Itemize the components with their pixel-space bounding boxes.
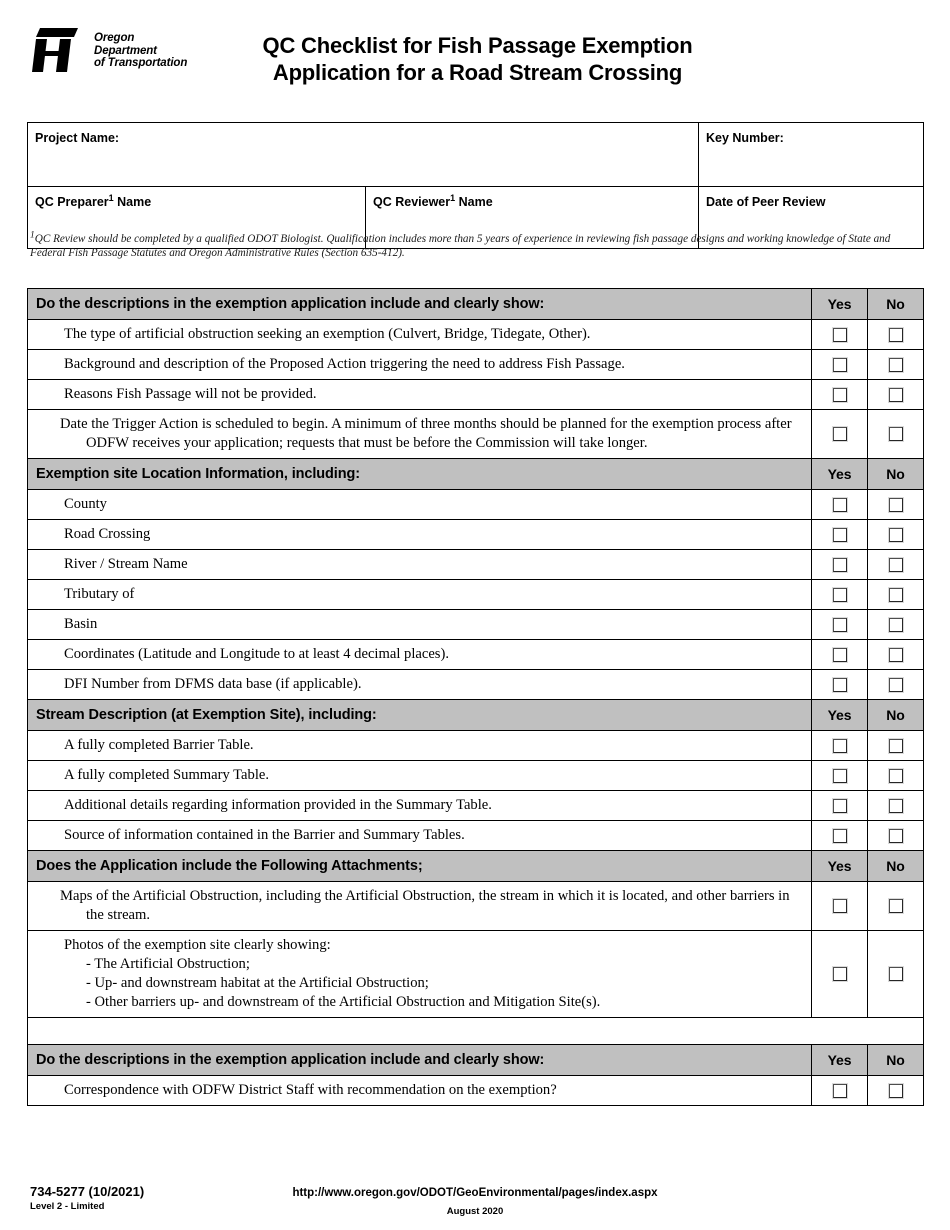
- no-cell: [868, 761, 924, 791]
- checkbox-no[interactable]: [889, 558, 903, 572]
- yes-cell: [812, 580, 868, 610]
- page-title-line-1: QC Checklist for Fish Passage Exemption: [262, 33, 693, 58]
- yes-cell: [812, 761, 868, 791]
- column-header-yes: Yes: [812, 851, 868, 882]
- project-name-label: Project Name:: [35, 131, 120, 145]
- checklist-row: [28, 931, 924, 1018]
- yes-cell: [812, 1076, 868, 1106]
- no-cell: [868, 670, 924, 700]
- checkbox-no[interactable]: [889, 358, 903, 372]
- yes-cell: [812, 490, 868, 520]
- yes-cell: [812, 380, 868, 410]
- checkbox-yes[interactable]: [833, 648, 847, 662]
- no-cell: [868, 520, 924, 550]
- project-name-field[interactable]: [28, 123, 699, 187]
- checkbox-yes[interactable]: [833, 328, 847, 342]
- footer-center-block: [210, 1186, 740, 1218]
- checkbox-yes[interactable]: [833, 427, 847, 441]
- footnote-text: QC Review should be completed by a qualified ODOT Biologist. Qualification includes more than 5 years of experience in reviewing fish passage designs and working knowledge of State and Federal Fish Passage Statutes and Oregon Administrative Rules (Section 635-412).: [30, 233, 891, 260]
- checkbox-no[interactable]: [889, 618, 903, 632]
- checklist-item-label: Road Crossing: [28, 520, 812, 550]
- checklist-item-label: Photos of the exemption site clearly showing: - The Artificial Obstruction; - Up- and downstream habitat at the Artificial Obstruction; - Other barriers up- and downstream of the Artificial Obstruction and Mitigation Site(s).: [28, 931, 812, 1018]
- column-header-yes: Yes: [812, 1045, 868, 1076]
- qc-preparer-label: QC Preparer: [35, 195, 109, 209]
- checkbox-no[interactable]: [889, 588, 903, 602]
- qc-preparer-footnote-mark: 1: [108, 192, 114, 203]
- checkbox-no[interactable]: [889, 498, 903, 512]
- checklist-item-label: A fully completed Barrier Table.: [28, 731, 812, 761]
- qc-reviewer-label-end: Name: [455, 195, 493, 209]
- column-header-yes: Yes: [812, 289, 868, 320]
- checkbox-yes[interactable]: [833, 967, 847, 981]
- yes-cell: [812, 520, 868, 550]
- checkbox-no[interactable]: [889, 678, 903, 692]
- qc-checklist-table: [27, 288, 924, 1106]
- project-info-table: [27, 122, 924, 249]
- checklist-item-label: A fully completed Summary Table.: [28, 761, 812, 791]
- checklist-item-label: Correspondence with ODFW District Staff with recommendation on the exemption?: [28, 1076, 812, 1106]
- checklist-row: [28, 761, 924, 791]
- checklist-item-label: River / Stream Name: [28, 550, 812, 580]
- no-cell: [868, 580, 924, 610]
- checklist-row: [28, 520, 924, 550]
- checklist-row: [28, 320, 924, 350]
- checkbox-no[interactable]: [889, 829, 903, 843]
- column-header-no: No: [868, 851, 924, 882]
- checklist-row: [28, 821, 924, 851]
- checkbox-yes[interactable]: [833, 588, 847, 602]
- agency-line-2: Department: [94, 44, 157, 57]
- checklist-item-subline: - Other barriers up- and downstream of the Artificial Obstruction and Mitigation Site(s).: [86, 994, 601, 1010]
- yes-cell: [812, 410, 868, 459]
- footer-left-block: [30, 1184, 144, 1213]
- column-header-yes: Yes: [812, 459, 868, 490]
- checkbox-no[interactable]: [889, 427, 903, 441]
- checkbox-no[interactable]: [889, 528, 903, 542]
- checklist-row: [28, 580, 924, 610]
- yes-cell: [812, 791, 868, 821]
- checklist-item-label: Tributary of: [28, 580, 812, 610]
- odot-logo: [30, 26, 187, 76]
- column-header-yes: Yes: [812, 700, 868, 731]
- section-heading: Do the descriptions in the exemption application include and clearly show:: [28, 1045, 812, 1076]
- checklist-item-subline: - Up- and downstream habitat at the Artificial Obstruction;: [86, 975, 429, 991]
- checklist-item-label: Background and description of the Proposed Action triggering the need to address Fish Passage.: [28, 350, 812, 380]
- yes-cell: [812, 350, 868, 380]
- checklist-row: [28, 490, 924, 520]
- section-heading: Stream Description (at Exemption Site), including:: [28, 700, 812, 731]
- column-header-no: No: [868, 289, 924, 320]
- checkbox-no[interactable]: [889, 769, 903, 783]
- yes-cell: [812, 731, 868, 761]
- blank-cell: [28, 1018, 924, 1045]
- checkbox-no[interactable]: [889, 388, 903, 402]
- checkbox-yes[interactable]: [833, 829, 847, 843]
- no-cell: [868, 931, 924, 1018]
- no-cell: [868, 610, 924, 640]
- checklist-row: [28, 410, 924, 459]
- checklist-item-label: Maps of the Artificial Obstruction, including the Artificial Obstruction, the stream in which it is located, and other barriers in the stream.: [28, 882, 812, 931]
- checklist-item-label: Additional details regarding information provided in the Summary Table.: [28, 791, 812, 821]
- section-heading: Do the descriptions in the exemption application include and clearly show:: [28, 289, 812, 320]
- checklist-item-label: County: [28, 490, 812, 520]
- form-level: Level 2 - Limited: [30, 1201, 105, 1212]
- qc-reviewer-label: QC Reviewer: [373, 195, 451, 209]
- checklist-item-label: Date the Trigger Action is scheduled to begin. A minimum of three months should be planned for the exemption process after ODFW receives your application; requests that must be before the Commission will take longer.: [28, 410, 812, 459]
- checklist-row: [28, 640, 924, 670]
- checklist-item-label: Basin: [28, 610, 812, 640]
- no-cell: [868, 490, 924, 520]
- section-header-row: [28, 700, 924, 731]
- qc-reviewer-footnote-mark: 1: [450, 192, 456, 203]
- checklist-item-label: Source of information contained in the Barrier and Summary Tables.: [28, 821, 812, 851]
- no-cell: [868, 410, 924, 459]
- checkbox-yes[interactable]: [833, 769, 847, 783]
- section-header-row: [28, 1045, 924, 1076]
- form-number: 734-5277 (10/2021): [30, 1184, 145, 1199]
- checklist-row: [28, 791, 924, 821]
- checkbox-no[interactable]: [889, 648, 903, 662]
- checkbox-yes[interactable]: [833, 899, 847, 913]
- page-title: [205, 32, 750, 86]
- agency-line-3: of Transportation: [94, 57, 188, 70]
- checkbox-no[interactable]: [889, 899, 903, 913]
- yes-cell: [812, 670, 868, 700]
- section-header-row: [28, 851, 924, 882]
- checklist-item-label: Reasons Fish Passage will not be provided.: [28, 380, 812, 410]
- no-cell: [868, 350, 924, 380]
- checklist-row: [28, 610, 924, 640]
- column-header-no: No: [868, 459, 924, 490]
- column-header-no: No: [868, 700, 924, 731]
- yes-cell: [812, 931, 868, 1018]
- checkbox-yes[interactable]: [833, 498, 847, 512]
- checkbox-no[interactable]: [889, 967, 903, 981]
- no-cell: [868, 320, 924, 350]
- yes-cell: [812, 821, 868, 851]
- checkbox-yes[interactable]: [833, 678, 847, 692]
- table-row: [28, 123, 924, 187]
- document-footer: [0, 1178, 950, 1230]
- section-blank-space: [28, 1018, 924, 1045]
- no-cell: [868, 791, 924, 821]
- no-cell: [868, 731, 924, 761]
- date-of-peer-review-label: Date of Peer Review: [706, 195, 826, 209]
- checklist-row: [28, 731, 924, 761]
- column-header-no: No: [868, 1045, 924, 1076]
- qc-preparer-label-end: Name: [113, 195, 152, 209]
- yes-cell: [812, 320, 868, 350]
- section-header-row: [28, 459, 924, 490]
- checkbox-yes[interactable]: [833, 1084, 847, 1098]
- checkbox-yes[interactable]: [833, 799, 847, 813]
- checkbox-no[interactable]: [889, 1084, 903, 1098]
- checklist-row: [28, 1076, 924, 1106]
- key-number-field[interactable]: [699, 123, 924, 187]
- checkbox-no[interactable]: [889, 799, 903, 813]
- checklist-item-subline: - The Artificial Obstruction;: [86, 956, 250, 972]
- checkbox-no[interactable]: [889, 328, 903, 342]
- checklist-row: [28, 670, 924, 700]
- yes-cell: [812, 610, 868, 640]
- odot-logo-text: [94, 32, 187, 70]
- checklist-item-label: DFI Number from DFMS data base (if applicable).: [28, 670, 812, 700]
- checkbox-yes[interactable]: [833, 739, 847, 753]
- section-header-row: [28, 289, 924, 320]
- checklist-item-label: Coordinates (Latitude and Longitude to at least 4 decimal places).: [28, 640, 812, 670]
- checkbox-yes[interactable]: [833, 618, 847, 632]
- footer-date: August 2020: [446, 1206, 504, 1217]
- section-heading: Does the Application include the Following Attachments;: [28, 851, 812, 882]
- no-cell: [868, 882, 924, 931]
- odot-logo-icon: [30, 26, 84, 76]
- checkbox-yes[interactable]: [833, 358, 847, 372]
- no-cell: [868, 640, 924, 670]
- footnote: [30, 232, 920, 260]
- checklist-item-label: The type of artificial obstruction seeking an exemption (Culvert, Bridge, Tidegate, Other).: [28, 320, 812, 350]
- document-header: [0, 0, 950, 105]
- no-cell: [868, 821, 924, 851]
- checkbox-yes[interactable]: [833, 528, 847, 542]
- agency-line-1: Oregon: [94, 32, 135, 44]
- yes-cell: [812, 640, 868, 670]
- yes-cell: [812, 550, 868, 580]
- checklist-row: [28, 380, 924, 410]
- checklist-row: [28, 350, 924, 380]
- yes-cell: [812, 882, 868, 931]
- page-title-line-2: Application for a Road Stream Crossing: [272, 60, 683, 85]
- checkbox-yes[interactable]: [833, 388, 847, 402]
- no-cell: [868, 1076, 924, 1106]
- section-heading: Exemption site Location Information, including:: [28, 459, 812, 490]
- footer-url-link[interactable]: http://www.oregon.gov/ODOT/GeoEnvironmental/pages/index.aspx: [292, 1187, 658, 1199]
- no-cell: [868, 380, 924, 410]
- checklist-row: [28, 882, 924, 931]
- key-number-label: Key Number:: [706, 131, 784, 145]
- no-cell: [868, 550, 924, 580]
- footnote-mark: 1: [30, 230, 35, 241]
- checkbox-yes[interactable]: [833, 558, 847, 572]
- checkbox-no[interactable]: [889, 739, 903, 753]
- checklist-row: [28, 550, 924, 580]
